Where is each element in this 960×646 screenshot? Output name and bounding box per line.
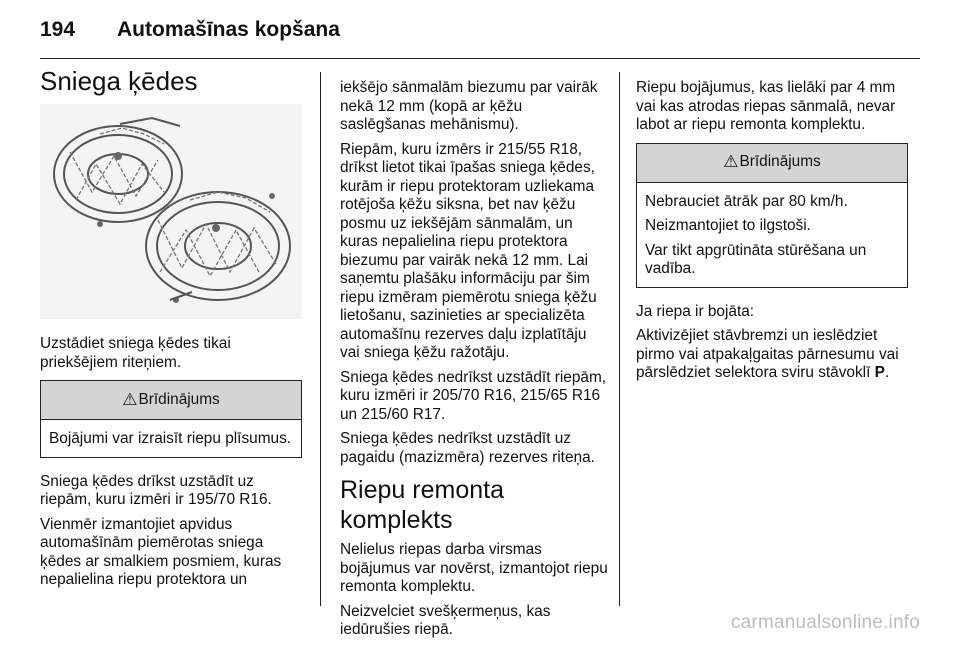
page-number: 194 <box>40 18 76 41</box>
paragraph: Sniega ķēdes nedrīkst uzstādīt riepām, kuru izmēri ir 205/70 R16, 215/65 R16 un 215/60 R17. <box>340 368 607 423</box>
warning-header <box>637 144 907 183</box>
column-divider <box>619 72 620 606</box>
warning-triangle-icon: ⚠ <box>723 152 739 172</box>
paragraph: Riepām, kuru izmērs ir 215/55 R18, drīkst lietot tikai īpašas sniega ķēdes, kurām ir riepu protektoram uzliekama rotējoša ķēžu siksna, bet nav ķēžu posmu uz iekšējām sānmalām, un kuras nepalielina riepu protektora biezumu par vairāk nekā 12 mm. Lai saņemtu plašāku informāciju par šim riepu izmēram piemērotu sniega ķēžu lietošanu, sazinieties ar specializēta automašīnu rezerves daļu izplatītāju vai sniega ķēžu ražotāju. <box>340 140 597 361</box>
warning-header <box>41 381 301 420</box>
warning-box <box>40 380 302 458</box>
warning-triangle-icon: ⚠ <box>122 389 138 409</box>
page-header <box>40 18 340 48</box>
warning-label: Brīdinājums <box>138 390 220 408</box>
warning-text: Bojājumi var izraisīt riepu plīsumus. <box>49 430 292 447</box>
section-title: Sniega ķēdes <box>40 66 198 96</box>
gear-position-p: P <box>874 364 885 381</box>
paragraph: Neizvelciet svešķermeņus, kas iedūrušies riepā. <box>340 602 551 638</box>
column-divider <box>320 72 321 606</box>
chapter-title: Automašīnas kopšana <box>117 18 340 41</box>
paragraph-end: . <box>884 364 890 381</box>
paragraph: Sniega ķēdes drīkst uzstādīt uz riepām, kuru izmēri ir 195/70 R16. <box>40 472 272 508</box>
warning-box <box>636 143 908 288</box>
warning-body <box>41 420 301 457</box>
paragraph: Nelielus riepas darba virsmas bojājumus var novērst, izmantojot riepu remonta komplektu. <box>340 541 608 595</box>
watermark: carmanualsonline.info <box>730 612 920 633</box>
paragraph: iekšējo sānmalām biezumu par vairāk nekā 12 mm (kopā ar ķēžu saslēgšanas mehānismu). <box>340 79 598 133</box>
paragraph: Riepu bojājumus, kas lielāki par 4 mm vai kas atrodas riepas sānmalā, nevar labot ar riepu remonta komplektu. <box>636 79 896 133</box>
paragraph: Ja riepa ir bojāta: <box>636 302 755 320</box>
snow-chains-illustration <box>40 104 302 319</box>
paragraph-text: Aktivizējiet stāvbremzi un ieslēdziet pirmo vai atpakaļgaitas pārnesumu vai pārslēdziet selektora sviru stāvoklī <box>636 327 899 381</box>
warning-line: Var tikt apgrūtināta stūrēšana un vadība. <box>645 241 867 277</box>
section-heading: Riepu remonta komplekts <box>340 476 504 534</box>
paragraph: Sniega ķēdes nedrīkst uzstādīt uz pagaidu (mazizmēra) rezerves riteņa. <box>340 430 595 466</box>
header-rule <box>40 58 920 59</box>
warning-line: Nebrauciet ātrāk par 80 km/h. <box>645 192 848 210</box>
paragraph: Vienmēr izmantojiet apvidus automašīnām piemērotas sniega ķēdes ar smalkiem posmiem, kuras nepalielina riepu protektora un <box>40 515 282 588</box>
warning-body <box>637 183 907 287</box>
column-3 <box>636 79 908 389</box>
column-2 <box>340 79 608 646</box>
column-1 <box>40 66 302 596</box>
warning-label: Brīdinājums <box>739 153 821 171</box>
paragraph: Uzstādiet sniega ķēdes tikai priekšējiem riteņiem. <box>40 335 231 371</box>
warning-line: Neizmantojiet to ilgstoši. <box>645 217 811 234</box>
paragraph-with-bold <box>636 327 908 383</box>
